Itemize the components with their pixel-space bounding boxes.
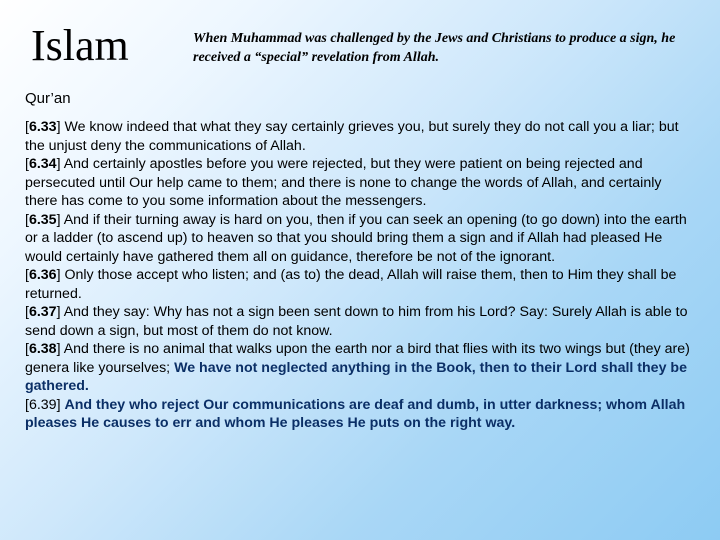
- verse-text: And if their turning away is hard on you, then if you can seek an opening (to go down) into the earth or a ladder (to ascend up) to heaven so that you should bring them a sign and if Allah had pleased He would certainly have gathered them all on guidance, therefore be not of the ignorant.: [25, 211, 687, 265]
- verse-6-39: [6.39] And they who reject Our communications are deaf and dumb, in utter darkness; whom Allah pleases He causes to err and whom He pleases He puts on the right way.: [25, 396, 686, 431]
- verse-ref: 6.38: [28, 341, 57, 357]
- verse-ref: 6.33: [28, 119, 57, 135]
- verse-text: We know indeed that what they say certainly grieves you, but surely they do not call you a liar; but the unjust deny the communications of Allah.: [25, 119, 679, 154]
- verse-ref: 6.39: [28, 396, 57, 413]
- verse-6-38: [6.38] And there is no animal that walks upon the earth nor a bird that flies with its two wings but (they are) genera like yourselves; We have not neglected anything in the Book, then to their Lord shall they be gathered.: [25, 341, 690, 394]
- verse-highlight: We have not neglected anything in the Book, then to their Lord shall they be gathered.: [25, 359, 687, 394]
- verse-6-33: [6.33] We know indeed that what they say certainly grieves you, but surely they do not call you a liar; but the unjust deny the communications of Allah.: [25, 119, 679, 154]
- verse-text: Only those accept who listen; and (as to) the dead, Allah will raise them, then to Him they shall be returned.: [25, 267, 677, 302]
- section-label: Qur’an: [25, 90, 71, 107]
- verse-ref: 6.37: [28, 304, 57, 320]
- verse-list: [25, 118, 695, 433]
- verse-ref: 6.35: [28, 211, 57, 228]
- verse-ref: 6.36: [28, 267, 57, 283]
- verse-text: And certainly apostles before you were rejected, but they were patient on being rejected and persecuted until Our help came to them; and there is none to change the words of Allah, and certainly there has come to you some information about the messengers.: [25, 156, 662, 209]
- verse-text: And there is no animal that walks upon the earth nor a bird that flies with its two wings but (they are) genera like yourselves;: [25, 341, 690, 376]
- verse-6-34: [6.34] And certainly apostles before you were rejected, but they were patient on being rejected and persecuted until Our help came to them; and there is none to change the words of Allah, and certainly there has come to you some information about the messengers.: [25, 156, 662, 209]
- verse-ref: 6.34: [28, 156, 57, 172]
- verse-6-36: [6.36] Only those accept who listen; and (as to) the dead, Allah will raise them, then to Him they shall be returned.: [25, 267, 677, 302]
- verse-text: And they say: Why has not a sign been sent down to him from his Lord? Say: Surely Allah is able to send down a sign, but most of them do not know.: [25, 304, 688, 339]
- slide-title: Islam: [31, 21, 129, 70]
- verse-6-35: [6.35] And if their turning away is hard on you, then if you can seek an opening (to go down) into the earth or a ladder (to ascend up) to heaven so that you should bring them a sign and if Allah had pleased He would certainly have gathered them all on guidance, therefore be not of the ignorant.: [25, 211, 687, 265]
- verse-6-37: [6.37] And they say: Why has not a sign been sent down to him from his Lord? Say: Surely Allah is able to send down a sign, but most of them do not know.: [25, 304, 688, 339]
- slide-subtitle: When Muhammad was challenged by the Jews and Christians to produce a sign, he received a “special” revelation from Allah.: [193, 31, 676, 65]
- verse-highlight: And they who reject Our communications are deaf and dumb, in utter darkness; whom Allah pleases He causes to err and whom He pleases He puts on the right way.: [25, 396, 686, 431]
